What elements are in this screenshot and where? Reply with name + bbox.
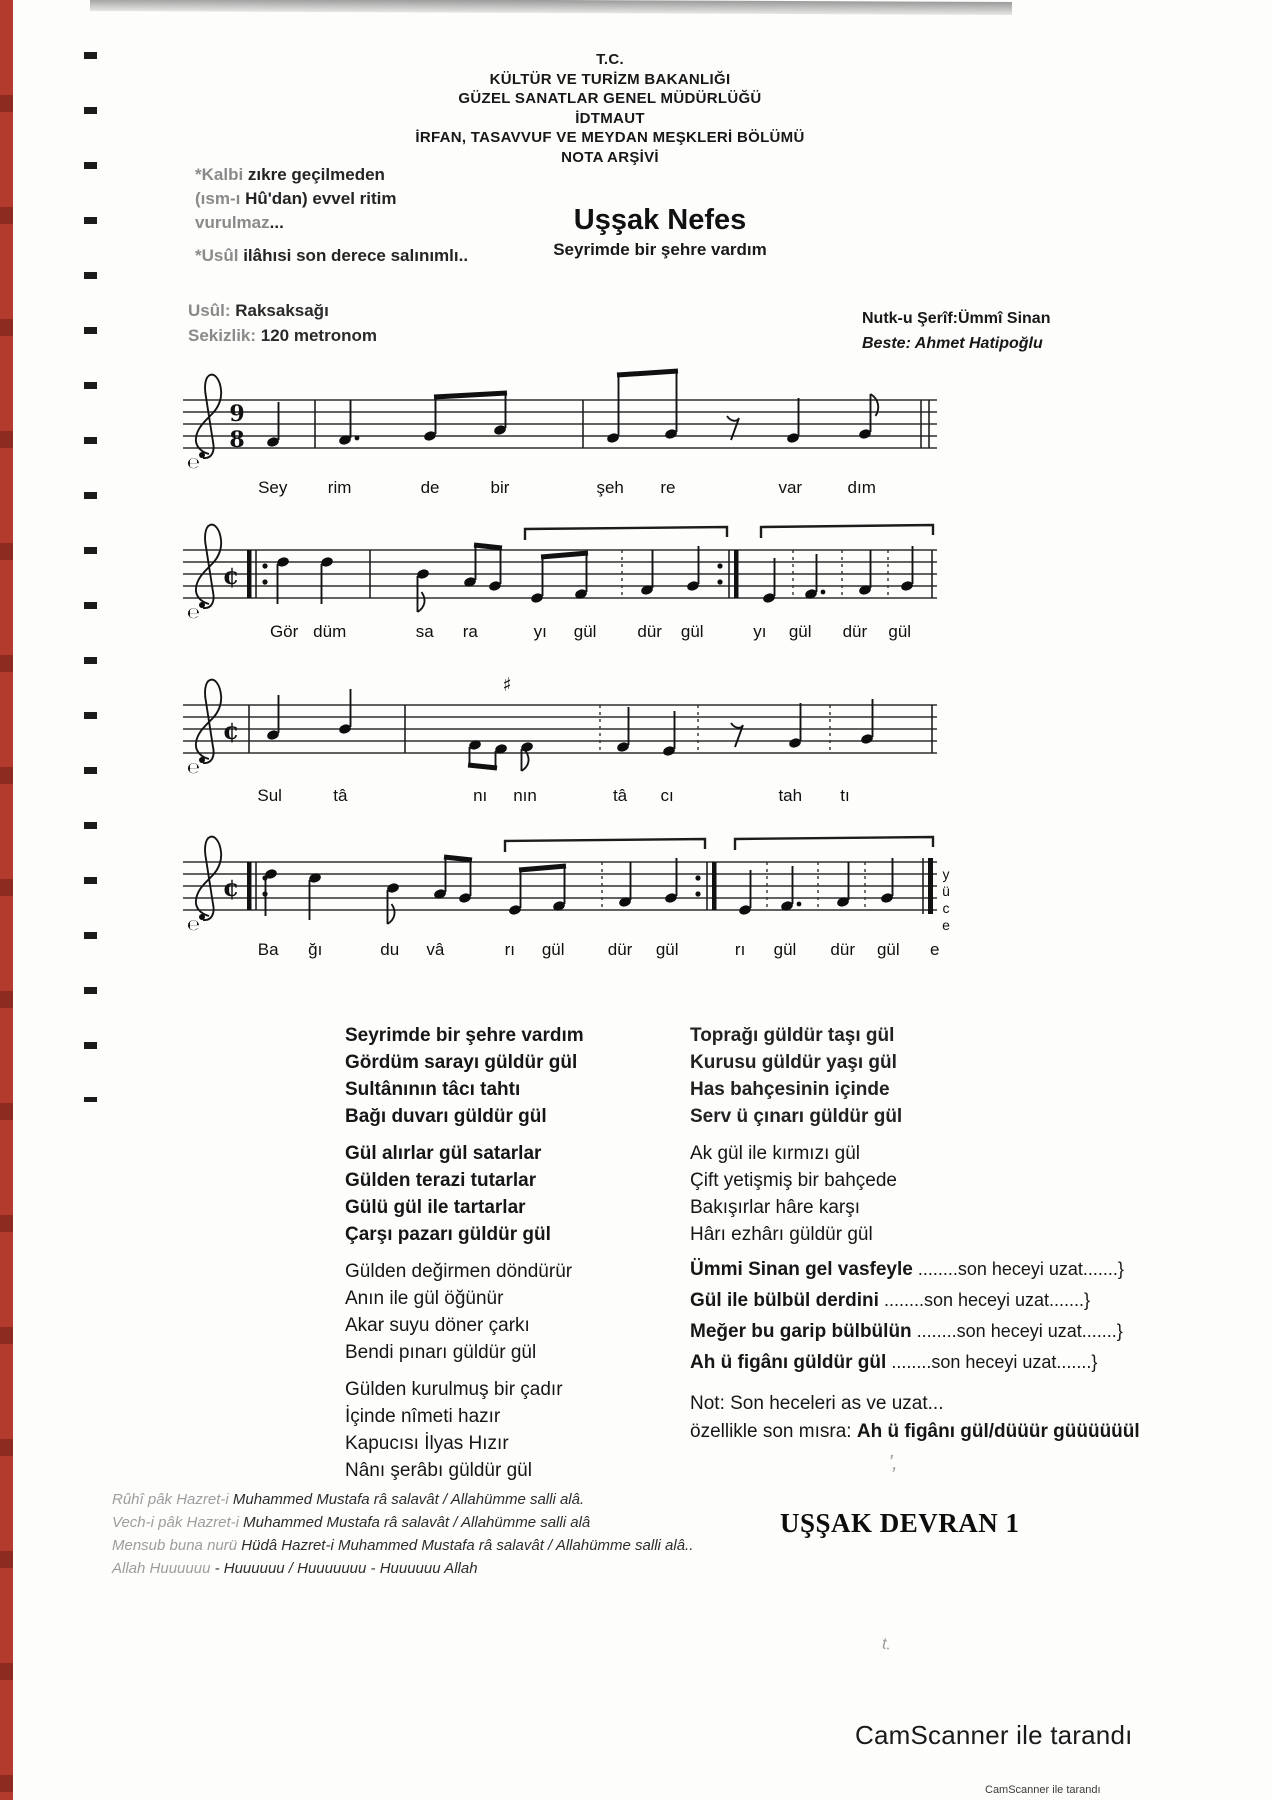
treble-clef-icon [196, 837, 221, 920]
notes [276, 545, 932, 612]
composer-credit: Beste: Ahmet Hatipoğlu [862, 335, 1043, 352]
note-line: vurulmaz... [195, 213, 284, 232]
scan-shadow [90, 0, 1012, 15]
lyric-syllable: gül [680, 622, 704, 641]
e-mark: ℮ [187, 916, 200, 932]
note-line: (ısm-ı Hû'dan) evvel ritim [195, 189, 397, 208]
e-mark: ℮ [187, 604, 200, 620]
lyric-syllable: tı [840, 786, 850, 805]
lyric-syllable: Ba [257, 940, 279, 959]
lyric-syllable: e [929, 940, 940, 959]
alla-breve-sign: ¢ [222, 716, 240, 745]
spiral-binding-holes [84, 52, 97, 1102]
e-mark: ℮ [187, 759, 200, 775]
header-line: KÜLTÜR VE TURİZM BAKANLIĞI [489, 70, 731, 88]
uzat-line: Ah ü figânı güldür gül ........son heceyi uzat.......} [690, 1352, 1098, 1373]
lyric-syllable: gül [773, 940, 797, 959]
zikir-line: Mensub buna nurü Hüdâ Hazret-i Muhammed Mustafa râ salavât / Allahümme salli alâ.. [112, 1537, 694, 1554]
usul-line: Usûl: Raksaksağı [188, 301, 329, 320]
header-line: NOTA ARŞİVİ [561, 148, 659, 166]
lyric-syllable: gül [788, 622, 812, 641]
lyric-syllable: ğı [308, 940, 323, 959]
usul-info [188, 298, 518, 348]
page-subtitle: Seyrimde bir şehre vardım [553, 240, 767, 259]
zikir-line: Vech-i pâk Hazret-i Muhammed Mustafa râ salavât / Allahümme salli alâ [112, 1514, 591, 1531]
lyric-syllable: bir [490, 478, 510, 497]
uzat-line: Gül ile bülbül derdini ........son heceyi uzat.......} [690, 1290, 1091, 1311]
lyric-syllable: rı [734, 940, 746, 959]
title-block [380, 204, 940, 260]
performance-note: Not: Son heceleri as ve uzat... özellikle son mısra: Ah ü figânı gül/düüür güüüüüül [690, 1393, 1140, 1442]
lyric-syllable: dür [637, 622, 662, 641]
time-signature-top: 9 [229, 401, 245, 427]
lyric-syllable: gül [573, 622, 597, 641]
treble-clef-icon [196, 375, 221, 458]
lyric-syllable: şeh [596, 478, 624, 497]
lyrics-row-2 [180, 622, 940, 646]
lyric-syllable: ra [462, 622, 478, 641]
eighth-rest-icon [731, 723, 743, 747]
verse-right-3-uzat [690, 1254, 1170, 1378]
page-title: Uşşak Nefes [573, 204, 747, 236]
zikir-line: Allah Huuuuuu - Huuuuuu / Huuuuuuu - Huuuuuu Allah [112, 1560, 478, 1577]
lyric-syllable: tah [778, 786, 803, 805]
lyric-syllable: dür [830, 940, 856, 959]
staff-2 [175, 500, 945, 620]
lyric-syllable: tâ [612, 786, 628, 805]
verse-left-1: Seyrimde bir şehre vardım Gördüm sarayı güldür gül Sultânının tâcı tahtı Bağı duvarı güldür gül [345, 1025, 584, 1127]
zikir-footer [112, 1488, 832, 1580]
lyrics-row-1 [180, 478, 940, 502]
lyric-syllable: dür [607, 940, 633, 959]
header-line: İDTMAUT [575, 109, 645, 127]
lyric-syllable: de [420, 478, 440, 497]
staff-3 [175, 655, 945, 775]
usul-line: Sekizlik: 120 metronom [188, 326, 377, 345]
camscanner-watermark-small: CamScanner ile tarandı [985, 1784, 1101, 1796]
lyric-syllable: gül [876, 940, 900, 959]
treble-clef-icon [196, 525, 221, 608]
lyric-syllable: Sey [258, 478, 288, 497]
lyric-syllable: du [380, 940, 400, 959]
lyric-syllable: tâ [333, 786, 348, 805]
lyric-syllable: dür [842, 622, 868, 641]
credits [862, 306, 1152, 356]
lyric-syllable: rı [504, 940, 516, 959]
lyric-syllable: düm [313, 622, 347, 641]
lyric-syllable: var [778, 478, 803, 497]
lyric-syllable: yı [753, 622, 767, 641]
note-line: *Kalbi zıkre geçilmeden [195, 165, 385, 184]
institution-header [170, 50, 1050, 167]
uzat-line: Ümmi Sinan gel vasfeyle ........son heceyi uzat.......} [690, 1259, 1124, 1280]
notes [264, 857, 933, 924]
lyricist-credit: Nutk-u Şerîf:Ümmî Sinan [862, 310, 1051, 327]
lyric-syllable: Sul [257, 786, 282, 805]
lyric-syllable: nı [473, 786, 488, 805]
lyrics-row-4 [180, 940, 940, 964]
pencil-mark: t. [880, 1635, 893, 1654]
alla-breve-sign: ¢ [222, 561, 240, 590]
lyric-syllable: yı [533, 622, 547, 641]
zikir-line: Rûhî pâk Hazret-i Muhammed Mustafa râ salavât / Allahümme salli alâ. [112, 1491, 585, 1508]
lyric-syllable: gül [655, 940, 679, 959]
treble-clef-icon [196, 680, 221, 763]
lyrics-row-3 [180, 786, 940, 810]
uzat-line: Meğer bu garip bülbülün ........son heceyi uzat.......} [690, 1321, 1123, 1342]
lyric-syllable: rim [327, 478, 352, 497]
staff-4 [175, 812, 945, 932]
header-line: T.C. [596, 51, 624, 68]
camscanner-watermark: CamScanner ile tarandı [855, 1720, 1133, 1750]
lyric-syllable: re [660, 478, 676, 497]
vertical-continuation-text: y ü c e [942, 866, 950, 933]
verse-left-2: Gül alırlar gül satarlar Gülden terazi tutarlar Gülü gül ile tartarlar Çarşı pazarı güldür gül [345, 1143, 551, 1245]
note-line: *Usûl ilâhısi son derece salınımlı.. [195, 246, 469, 265]
lyric-syllable: gül [888, 622, 912, 641]
notes [266, 689, 932, 771]
sharp-icon: ♯ [502, 674, 512, 696]
notebook-red-edge [0, 0, 13, 1800]
alla-breve-sign: ¢ [222, 873, 240, 902]
phrase-brackets [525, 525, 933, 540]
staff-1 [175, 350, 945, 470]
header-line: GÜZEL SANATLAR GENEL MÜDÜRLÜĞÜ [458, 90, 762, 107]
e-mark: ℮ [187, 454, 200, 470]
phrase-brackets [505, 837, 933, 852]
lyric-syllable: sa [415, 622, 434, 641]
verse-right-2: Ak gül ile kırmızı gül Çift yetişmiş bir bahçede Bakışırlar hâre karşı Hârı ezhârı güldür gül [690, 1143, 897, 1245]
verse-left-3: Gülden değirmen döndürür Anın ile gül öğünür Akar suyu döner çarkı Bendi pınarı güldür gül [345, 1261, 573, 1363]
pencil-mark: ’, [885, 1451, 901, 1475]
section-title: UŞŞAK DEVRAN 1 [780, 1508, 1020, 1538]
verse-left-4: Gülden kurulmuş bir çadır İçinde nîmeti hazır Kapucısı İlyas Hızır Nânı şerâbı güldür gül [345, 1379, 563, 1481]
header-line: İRFAN, TASAVVUF VE MEYDAN MEŞKLERİ BÖLÜMÜ [415, 129, 805, 146]
lyric-syllable: cı [660, 786, 674, 805]
lyric-syllable: nın [513, 786, 537, 805]
verse-right-1: Toprağı güldür taşı gül Kurusu güldür yaşı gül Has bahçesinin içinde Serv ü çınarı güldür gül [690, 1025, 903, 1127]
lyric-syllable: dım [847, 478, 876, 497]
lyric-syllable: Gör [269, 622, 299, 641]
lyric-syllable: gül [541, 940, 565, 959]
lyric-syllable: vâ [426, 940, 445, 959]
time-signature-bottom: 8 [229, 427, 245, 453]
